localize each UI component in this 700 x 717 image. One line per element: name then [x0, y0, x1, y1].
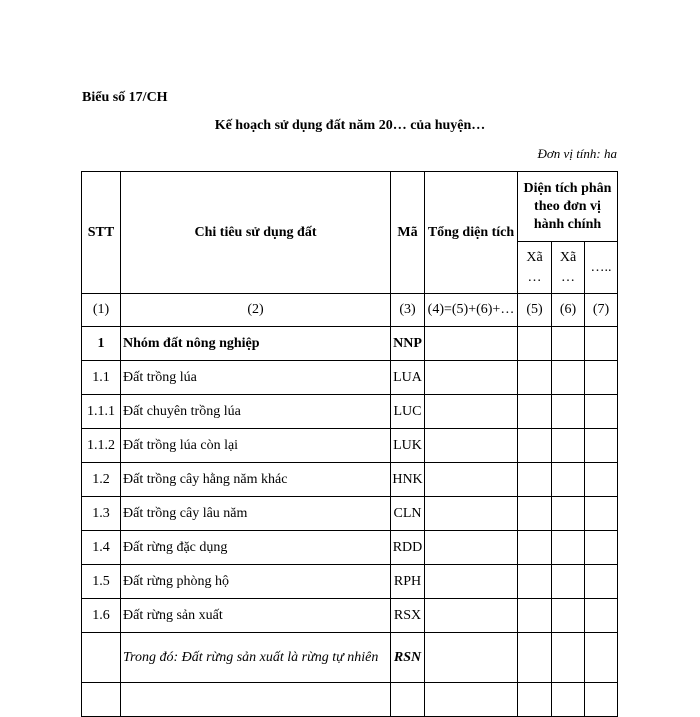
col-number: (7)	[585, 294, 618, 327]
form-label: Biểu số 17/CH	[82, 90, 168, 105]
cell-xa-3	[585, 463, 618, 497]
table-row	[82, 633, 618, 683]
table-row	[82, 497, 618, 531]
row-stt: 1.6	[82, 599, 121, 633]
row-stt: 1.4	[82, 531, 121, 565]
cell-xa-3	[585, 599, 618, 633]
row-code: RSN	[391, 633, 425, 683]
row-stt: 1.3	[82, 497, 121, 531]
cell-xa-1	[518, 497, 552, 531]
row-name: Đất trồng lúa	[121, 361, 391, 395]
cell-total	[425, 633, 518, 683]
header-tong-dien-tich: Tổng diện tích	[425, 172, 518, 294]
col-number: (2)	[121, 294, 391, 327]
cell-xa-1	[518, 327, 552, 361]
cell-xa-1	[518, 599, 552, 633]
cell-xa-1	[518, 361, 552, 395]
cell-total	[425, 429, 518, 463]
header-chi-tieu: Chi tiêu sử dụng đất	[121, 172, 391, 294]
cell-xa-2	[552, 463, 585, 497]
cell-xa-2	[552, 429, 585, 463]
cell-total	[425, 565, 518, 599]
cell-xa-1	[518, 633, 552, 683]
row-name: Đất rừng sản xuất	[121, 599, 391, 633]
cell-total	[425, 395, 518, 429]
document-title: Kế hoạch sử dụng đất năm 20… của huyện…	[214, 118, 486, 133]
row-code: LUA	[391, 361, 425, 395]
row-name: Đất trồng cây hằng năm khác	[121, 463, 391, 497]
table-row	[82, 395, 618, 429]
row-code: RPH	[391, 565, 425, 599]
row-code: LUK	[391, 429, 425, 463]
cell-xa-1	[518, 463, 552, 497]
row-name: Đất trồng cây lâu năm	[121, 497, 391, 531]
row-code: LUC	[391, 395, 425, 429]
col-number: (6)	[552, 294, 585, 327]
cell-total	[425, 599, 518, 633]
cell-total	[425, 497, 518, 531]
table-row	[82, 599, 618, 633]
cell-total	[425, 361, 518, 395]
cell-xa-2	[552, 395, 585, 429]
col-number: (4)=(5)+(6)+…	[425, 294, 518, 327]
cell-total	[425, 463, 518, 497]
header-stt: STT	[82, 172, 121, 294]
cell-xa-2	[552, 633, 585, 683]
row-name: Trong đó: Đất rừng sản xuất là rừng tự nhiên	[121, 633, 391, 683]
cell-xa-1	[518, 395, 552, 429]
col-number: (1)	[82, 294, 121, 327]
row-name: Đất rừng phòng hộ	[121, 565, 391, 599]
row-stt: 1.1.1	[82, 395, 121, 429]
cell-xa-3	[585, 633, 618, 683]
row-stt: 1.2	[82, 463, 121, 497]
row-name: Đất trồng lúa còn lại	[121, 429, 391, 463]
cell-xa-3	[585, 531, 618, 565]
cell-total	[425, 531, 518, 565]
cell-xa-3	[585, 395, 618, 429]
row-code: NNP	[391, 327, 425, 361]
row-name: Đất chuyên trồng lúa	[121, 395, 391, 429]
unit-label: Đơn vị tính: ha	[537, 146, 617, 161]
header-xa-2: Xã …	[552, 242, 585, 294]
table-row	[82, 429, 618, 463]
cell-xa-1	[518, 429, 552, 463]
row-code: RSX	[391, 599, 425, 633]
row-name: Đất rừng đặc dụng	[121, 531, 391, 565]
table-row	[82, 463, 618, 497]
row-stt	[82, 633, 121, 683]
table-row	[82, 565, 618, 599]
row-stt: 1.5	[82, 565, 121, 599]
table-row	[82, 327, 618, 361]
cell-xa-3	[585, 327, 618, 361]
row-stt: 1.1.2	[82, 429, 121, 463]
cell-xa-2	[552, 497, 585, 531]
table-row	[82, 361, 618, 395]
row-stt: 1	[82, 327, 121, 361]
row-stt: 1.1	[82, 361, 121, 395]
cell-xa-1	[518, 531, 552, 565]
row-code: RDD	[391, 531, 425, 565]
cell-xa-3	[585, 497, 618, 531]
col-number: (3)	[391, 294, 425, 327]
header-xa-1: Xã …	[518, 242, 552, 294]
cell-xa-3	[585, 565, 618, 599]
row-code: HNK	[391, 463, 425, 497]
cell-xa-3	[585, 361, 618, 395]
cell-xa-2	[552, 361, 585, 395]
col-number: (5)	[518, 294, 552, 327]
cell-xa-2	[552, 327, 585, 361]
cell-total	[425, 327, 518, 361]
header-dien-tich-phan: Diện tích phân theo đơn vị hành chính	[518, 172, 618, 242]
cell-xa-1	[518, 565, 552, 599]
cell-xa-3	[585, 429, 618, 463]
cell-xa-2	[552, 531, 585, 565]
header-xa-3: …..	[585, 242, 618, 294]
cell-xa-2	[552, 599, 585, 633]
cell-xa-2	[552, 565, 585, 599]
header-ma: Mã	[391, 172, 425, 294]
row-code: CLN	[391, 497, 425, 531]
land-use-table	[81, 171, 618, 717]
row-name: Nhóm đất nông nghiệp	[121, 327, 391, 361]
table-row	[82, 531, 618, 565]
